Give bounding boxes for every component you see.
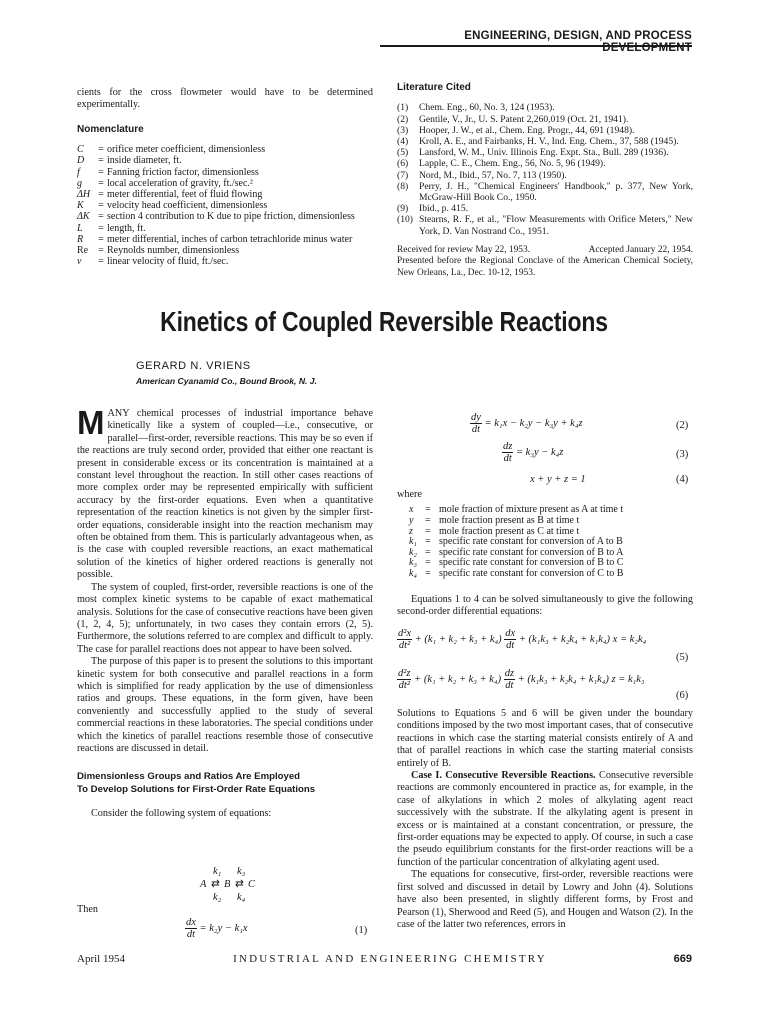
solve-text: Equations 1 to 4 can be solved simultaneously to give the following second-order differential equations: — [397, 593, 693, 617]
eq3-derivative: $\frac{dz}{dt}$ — [503, 441, 513, 464]
nomenclature-item: f = Fanning friction factor, dimensionless — [77, 166, 259, 178]
presented-note: Presented before the Regional Conclave of the American Chemical Society, New Orleans, La., Dec. 10-12, 1953. — [397, 256, 693, 279]
received-date: Received for review May 22, 1953. — [397, 244, 531, 255]
nomenclature-list — [77, 144, 373, 267]
reference-item: (3) Hooper, J. W., et al., Chem. Eng. Progr., 44, 691 (1948). — [397, 124, 635, 136]
scheme-arrow-ab: ⇄ — [211, 879, 220, 890]
reference-item: (2) Gentile, V., Jr., U. S. Patent 2,260,019 (Oct. 21, 1941). — [397, 113, 629, 125]
definition-item: k₄ = specific rate constant for conversion of C to B — [409, 567, 624, 579]
then-text: Then — [77, 904, 98, 915]
received-note — [397, 245, 693, 280]
running-head: ENGINEERING, DESIGN, AND PROCESS DEVELOPMENT — [464, 30, 692, 54]
eq2-derivative: $\frac{dy}{dt}$ — [471, 412, 481, 435]
equation-1: $\frac{dx}{dt}$ = k₂y − k₁x — [186, 917, 248, 940]
nomenclature-item: v = linear velocity of fluid, ft./sec. — [77, 256, 229, 268]
reference-item: (4) Kroll, A. E., and Fairbanks, H. V., Ind. Eng. Chem., 37, 588 (1945). — [397, 136, 679, 148]
reference-list — [397, 102, 693, 236]
scheme-k1: k₁ — [213, 866, 222, 877]
case-1-heading: Case I. Consecutive Reversible Reactions. — [411, 770, 596, 782]
scheme-species-b: B — [224, 879, 231, 890]
nomenclature-item: L = length, ft. — [77, 222, 146, 234]
definition-item: x = mole fraction of mixture present as A at time t — [409, 504, 624, 516]
nomenclature-item: R = meter differential, inches of carbon tetrachloride minus water — [77, 233, 353, 245]
reference-item: (9) Ibid., p. 415. — [397, 203, 469, 215]
equation-6: $\frac{\text{d²z}}{\text{dt²}}$ + (k₁ + k₂ + k₃ + k₄) $\frac{dz}{dt}$ + (k₁k₃ + k₂k₄ + k₁k₄) z = k₁k₃ — [398, 668, 645, 691]
equation-5: $\frac{\text{d²x}}{\text{dt²}}$ + (k₁ + k₂ + k₃ + k₄) $\frac{dx}{dt}$ + (k₁k₃ + k₂k₄ + k₁k₄) x = k₂k₄ — [398, 628, 647, 651]
solutions-paragraph: Solutions to Equations 5 and 6 will be given under the boundary conditions imposed by the two most important cases, that of consecutive reactions in which case the starting material consists entirely of A and that of parallel reactions in which case the starting material consists entirely of B. — [397, 708, 693, 769]
equation-3: $\frac{dz}{dt}$ = k₃y − k₄z — [503, 441, 564, 464]
page-number: 669 — [673, 953, 692, 965]
nomenclature-item: K = velocity head coefficient, dimensionless — [77, 200, 268, 212]
eq6-first-derivative: $\frac{dz}{dt}$ — [504, 668, 515, 691]
equation-3-label: (3) — [676, 449, 689, 460]
drop-cap: M — [77, 404, 105, 441]
case-1-paragraph: Case I. Consecutive Reversible Reactions. Consecutive reversible reactions are commonly encountered in practice as, for example, in the case of alkylations in which 2 moles of alkylating agent react successively with the substrate. If the alkylating agent is present in excess or is maintained at a constant concentration, or pressure, the first-order equations may be expected to apply. Of course, in such a case the pseudo equilibrium constants for the first-order reactions will be a function of the particular concentration of alkylating agent used. — [397, 770, 693, 868]
left-body-column — [77, 404, 373, 821]
definition-item: k₁ = specific rate constant for conversion of A to B — [409, 536, 623, 548]
definition-item: z = mole fraction present as C at time t — [409, 525, 580, 537]
equation-4-label: (4) — [676, 474, 689, 485]
variable-definitions — [397, 505, 693, 579]
consecutive-equations-paragraph: The equations for consecutive, first-order, reversible reactions were first solved and discussed in detail by Lowry and John (4). Solutions have also been presented, in slightly different forms, by Frost and Pearson (1), Sherwood and Reed (5), and Hougen and Watson (2). In the case of the latter two references, errors in — [397, 869, 693, 930]
nomenclature-item: C = orifice meter coefficient, dimensionless — [77, 144, 266, 156]
scheme-species-c: C — [248, 879, 256, 890]
header-rule — [380, 45, 692, 47]
nomenclature-item: g = local acceleration of gravity, ft./sec.² — [77, 177, 253, 189]
reference-item: (6) Lapple, C. E., Chem. Eng., 56, No. 5, 96 (1949). — [397, 158, 606, 170]
paragraph-coupled-systems: The system of coupled, first-order, reversible reactions is one of the most complex kinetic systems to be capable of exact mathematical analysis. Solutions for the case of consecutive reactions have been given (1, 2, 4, 5); unfortunately, in two cases they contain errors (2, 5). Furthermore, the solutions referred to are complex and difficult to apply. The case for parallel reactions does not appear to have been solved. — [77, 581, 373, 655]
nomenclature-item: ΔK = section 4 contribution to K due to pipe friction, dimensionless — [77, 211, 355, 223]
accepted-date: Accepted January 22, 1954. — [588, 244, 693, 255]
section-heading-line-1: Dimensionless Groups and Ratios Are Employed — [77, 771, 301, 783]
eq5-second-derivative: $\frac{\text{d²x}}{\text{dt²}}$ — [398, 628, 412, 651]
scheme-arrow-bc: ⇄ — [235, 879, 244, 890]
right-body-lower — [397, 708, 693, 931]
definition-item: y = mole fraction present as B at time t — [409, 515, 580, 526]
eq1-derivative: $\frac{dx}{dt}$ — [186, 917, 196, 940]
top-left-column — [77, 87, 373, 267]
nomenclature-heading: Nomenclature — [77, 123, 144, 135]
reaction-scheme — [200, 866, 270, 906]
reference-item: (5) Lansford, W. M., Univ. Illinois Eng. Expt. Sta., Bull. 289 (1936). — [397, 147, 669, 159]
eq5-first-derivative: $\frac{dx}{dt}$ — [505, 628, 516, 651]
scheme-k3: k₃ — [237, 866, 246, 877]
equation-2: $\frac{dy}{dt}$ = k₁x − k₂y − k₃y + k₄z — [471, 412, 583, 435]
article-title: Kinetics of Coupled Reversible Reactions — [160, 306, 608, 337]
paragraph-purpose: The purpose of this paper is to present the solutions to this important kinetic system for both consecutive and parallel reactions in a form which is simplified for ready application by the use of dimensionless ratios and groups. These equations, in the form given, have been conveniently and successfully applied to the study of several commercial reactions in these laboratories. The special conditions under which the kinetics of parallel reactions resemble those of consecutive reactions are discussed in detail. — [77, 656, 373, 754]
issue-date: April 1954 — [77, 953, 125, 965]
literature-column — [397, 82, 693, 280]
author-affiliation: American Cyanamid Co., Bound Brook, N. J. — [136, 376, 317, 386]
consider-text: Consider the following system of equations: — [91, 808, 272, 820]
reference-item: (7) Nord, M., Ibid., 57, No. 7, 113 (1950). — [397, 169, 567, 181]
equation-4: x + y + z = 1 — [530, 474, 586, 485]
scheme-k4: k₄ — [237, 892, 246, 903]
nomenclature-item: ΔH = meter differential, feet of fluid flowing — [77, 189, 263, 201]
eq6-second-derivative: $\frac{\text{d²z}}{\text{dt²}}$ — [398, 668, 411, 691]
where-text: where — [397, 489, 422, 500]
definition-item: k₂ = specific rate constant for conversion of B to A — [409, 546, 624, 558]
equation-5-label: (5) — [676, 652, 689, 663]
reference-item: (8) Perry, J. H., "Chemical Engineers' Handbook," p. 377, New York, McGraw-Hill Book Co., 1950. — [397, 180, 693, 204]
nomenclature-item: Re = Reynolds number, dimensionless — [77, 245, 240, 257]
scheme-species-a: A — [200, 879, 207, 890]
literature-heading: Literature Cited — [397, 82, 471, 93]
right-body-column — [397, 489, 693, 618]
definition-item: k₃ = specific rate constant for conversion of B to C — [409, 557, 624, 569]
equation-1-label: (1) — [355, 925, 368, 936]
equation-2-label: (2) — [676, 420, 689, 431]
scheme-k2: k₂ — [213, 892, 222, 903]
nomenclature-item: D = inside diameter, ft. — [77, 155, 182, 167]
reference-item: (10) Stearns, R. F., et al., "Flow Measurements with Orifice Meters," New York, D. Van Nostrand Co., 1951. — [397, 214, 693, 237]
intro-paragraph: MANY chemical processes of industrial importance behave kinetically like a system of coupled—i.e., consecutive, or parallel—first-order, reversible reactions. This may be so even if the reactions are truly second order, provided that either one reactant is present in considerable excess or its concentration is maintained at a constant level throughout the reaction. In still other cases reactions of more complex order may be represented empirically with sufficient accuracy by the first-order equations. Even when a quantitative representation of the reaction kinetics is not given by the simpler first-order equations, considerable insight into the reaction mechanism may often be obtained from them. This is particularly advantageous when, as is the case with coupled reversible reactions, an exact mathematical solution of the kinetics of higher ordered reactions is generally not possible. — [77, 404, 373, 581]
author-name: GERARD N. VRIENS — [136, 360, 251, 372]
journal-name: INDUSTRIAL AND ENGINEERING CHEMISTRY — [233, 953, 547, 965]
section-heading-line-2: To Develop Solutions for First-Order Rate Equations — [77, 783, 316, 795]
reference-item: (1) Chem. Eng., 60, No. 3, 124 (1953). — [397, 102, 555, 114]
carryover-text: cients for the cross flowmeter would have to be determined experimentally. — [77, 87, 373, 111]
equation-6-label: (6) — [676, 690, 689, 701]
